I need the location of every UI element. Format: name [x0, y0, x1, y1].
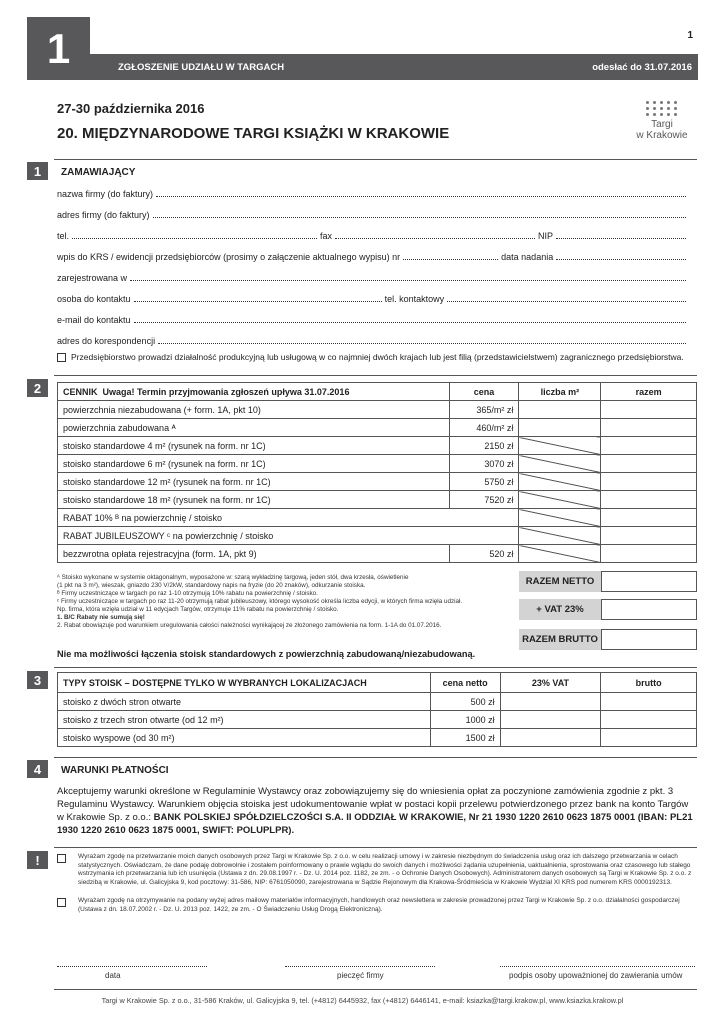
gross-input[interactable] — [601, 729, 697, 747]
stamp-label: pieczęć firmy — [337, 971, 384, 980]
consent-checkbox-1[interactable] — [57, 853, 71, 863]
label: NIP — [538, 231, 554, 241]
stand-row — [58, 729, 697, 747]
price-row-price: 520 zł — [449, 545, 519, 563]
price-row — [58, 491, 697, 509]
total-input[interactable] — [601, 437, 697, 455]
qty-crossed-cell — [519, 437, 601, 455]
stand-row-price: 500 zł — [430, 693, 500, 711]
price-row-price: 7520 zł — [449, 491, 519, 509]
fair-dates: 27-30 października 2016 — [57, 101, 205, 116]
qty-crossed-cell — [519, 491, 601, 509]
price-row-price: 460/m² zł — [449, 419, 519, 437]
price-row-price: 365/m² zł — [449, 401, 519, 419]
col-qty: liczba m² — [519, 383, 601, 401]
net-total-input[interactable] — [601, 571, 697, 592]
total-input[interactable] — [601, 473, 697, 491]
divider — [54, 847, 697, 848]
label: wpis do KRS / ewidencji przedsiębiorców (prosimy o załączenie aktualnego wypisu) nr — [57, 252, 401, 262]
price-row-name: bezzwrotna opłata rejestracyjna (form. 1A, pkt 9) — [58, 545, 450, 563]
price-row — [58, 437, 697, 455]
divider — [54, 159, 697, 160]
total-input[interactable] — [601, 491, 697, 509]
contact-field[interactable] — [57, 292, 689, 304]
col-price: cena — [449, 383, 519, 401]
qty-input[interactable] — [519, 401, 601, 419]
consent-mark: ! — [27, 851, 48, 869]
price-row — [58, 545, 697, 563]
label: tel. kontaktowy — [384, 294, 445, 304]
price-footnotes: ᴬ Stoisko wykonane w systemie oktagonalnym, wyposażone w: szarą wykładzinę targową, jeden stół, dwa krzesła, oświetlenie (1 pkt na 3 m²), wieszak, gniazdo 230 V/2kW, standardowy napis na fryzie (do 20 znaków), odkurzanie stoiska. ᴮ Firmy uczestniczące w targach po raz 1-10 otrzymują 10% rabatu na powierzchnię / stoisko. ᶜ Firmy uczestniczące w targach po raz 11-20 otrzymują rabat jubileuszowy, którego wysokość określa liczba edycji, w których firma wzięła udział. Np. firma, która wzięła udział w 11 edycjach Targów, otrzymuje 11% rabatu na powierzchnię / stoisko. 1. B/C Rabaty nie sumują się! 2. Rabat obowiązuje pod warunkiem uregulowania całości należności wynikającej ze złożonego zamówienia na form. 1-1A do 01.07.2016. — [57, 574, 463, 629]
vat-input[interactable] — [601, 599, 697, 620]
payment-terms: Akceptujemy warunki określone w Regulaminie Wystawcy oraz zobowiązujemy się do wniesienia opłat za poczynione zamówienia zgodnie z pkt. 3 Regulaminu Wystawcy. Warunkiem objęcia stoiska jest udokumentowanie wpłat w postaci kopii przelewu potwierdzonego przez bank na konto Targów w Krakowie Sp. z o.o.: BANK POLSKIEJ SPÓŁDZIELCZOŚCI S.A. II ODDZIAŁ W KRAKOWIE, Nr 21 1930 1220 2610 0623 1875 0001 (IBAN: PL21 1930 1220 2610 0623 1875 0001, SWIFT: POLUPLPR). — [57, 786, 693, 836]
form-title: ZGŁOSZENIE UDZIAŁU W TARGACH — [118, 62, 285, 73]
net-total-label: RAZEM NETTO — [519, 571, 601, 592]
no-combine-note: Nie ma możliwości łączenia stoisk standardowych z powierzchnią zabudowaną/niezabudowaną. — [57, 649, 476, 659]
section-title-4: WARUNKI PŁATNOŚCI — [61, 765, 169, 776]
qty-input[interactable] — [519, 419, 601, 437]
col-vat: 23% VAT — [500, 673, 601, 693]
company-name-field[interactable] — [57, 187, 689, 199]
logo-text-1: Targi — [651, 119, 673, 130]
price-row — [58, 455, 697, 473]
logo — [632, 101, 692, 141]
consent-checkbox-2[interactable] — [57, 897, 71, 907]
divider — [54, 375, 697, 376]
krs-field[interactable] — [57, 250, 689, 262]
col-gross: brutto — [601, 673, 697, 693]
gross-input[interactable] — [601, 693, 697, 711]
section-number-2: 2 — [27, 379, 48, 397]
price-table — [57, 382, 697, 563]
stand-row — [58, 711, 697, 729]
date-line[interactable] — [57, 966, 207, 967]
qty-crossed-cell — [519, 455, 601, 473]
consent-text-2: Wyrażam zgodę na otrzymywanie na podany wyżej adres mailowy materiałów informacyjnych, handlowych oraz newslettera w zakresie prowadzonej przez Targi w Krakowie Sp. z o.o. działalności gospodarczej (Ustawa z dn. 18.07.2002 r. - Dz. U. 2013 poz. 1422, ze zm. - O Świadczeniu Usług Drogą Elektroniczną). — [78, 897, 680, 913]
footer-contact: Targi w Krakowie Sp. z o.o., 31-586 Kraków, ul. Galicyjska 9, tel. (+4812) 6445932, fax (+4812) 6446141, e-mail: ksiazka@targi.krakow.pl, www.ksiazka.krakow.pl — [101, 996, 624, 1005]
stand-types-title: TYPY STOISK – DOSTĘPNE TYLKO W WYBRANYCH LOKALIZACJACH — [58, 673, 431, 693]
logo-text-2: w Krakowie — [636, 130, 688, 141]
foreign-label: Przedsiębiorstwo prowadzi działalność produkcyjną lub usługową w co najmniej dwóch krajach lub jest filią (przedstawicielstwem) zagranicznego przedsiębiorstwa. — [71, 352, 684, 362]
price-row-name: stoisko standardowe 18 m² (rysunek na form. nr 1C) — [58, 491, 450, 509]
date-label: data — [105, 971, 121, 980]
price-row-name: RABAT JUBILEUSZOWY ᶜ na powierzchnię / stoisko — [58, 527, 519, 545]
gross-input[interactable] — [601, 711, 697, 729]
vat-input[interactable] — [500, 693, 601, 711]
form-title-bar — [90, 54, 698, 80]
price-row — [58, 419, 697, 437]
price-row-name: powierzchnia niezabudowana (+ form. 1A, pkt 10) — [58, 401, 450, 419]
total-input[interactable] — [601, 545, 697, 563]
section-number-1: 1 — [27, 162, 48, 180]
label: nazwa firmy (do faktury) — [57, 189, 154, 199]
consent-text-1: Wyrażam zgodę na przetwarzanie moich danych osobowych przez Targi w Krakowie Sp. z o.o. w celu realizacji umowy i w zakresie niezbędnym do świadczenia usług oraz ich dalszego przetwarzania w celach statystycznych. Oświadczam, że dane podaję dobrowolnie i zostałem poinformowany o prawie wglądu do swoich danych i możliwości żądania uzupełnienia, uaktualnienia, sprostowania oraz czasowego lub stałego wstrzymania ich przetwarzania lub ich usunięcia (Ustawa z dn. 29.08.1997 r. - Dz. U. 2014 poz. 1182, ze zm. - o Ochronie Danych Osobowych). Administratorem danych osobowych są Targi w Krakowie Sp. z o.o. z siedzibą w Krakowie, ul. Galicyjska 9, kod pocztowy: 31-586, NIP: 6761050090, zarejestrowana w Sądzie Rejonowym dla Krakowa-Śródmieścia w Krakowie Wydział XI KRS pod numerem KRS 0000192313. — [78, 853, 692, 886]
price-row — [58, 509, 697, 527]
signature-label: podpis osoby upoważnionej do zawierania umów — [509, 971, 683, 980]
label: tel. — [57, 231, 70, 241]
stand-row — [58, 693, 697, 711]
section-number-4: 4 — [27, 760, 48, 778]
col-net: cena netto — [430, 673, 500, 693]
divider — [54, 757, 697, 758]
label: adres firmy (do faktury) — [57, 210, 150, 220]
qty-crossed-cell — [519, 473, 601, 491]
divider — [54, 667, 697, 668]
correspondence-field[interactable] — [57, 334, 689, 346]
registered-field[interactable] — [57, 271, 689, 283]
price-row — [58, 527, 697, 545]
label: osoba do kontaktu — [57, 294, 131, 304]
price-table-header: CENNIK Uwaga! Termin przyjmowania zgłoszeń upływa 31.07.2016 — [58, 383, 450, 401]
col-total: razem — [601, 383, 697, 401]
stand-row-name: stoisko z dwóch stron otwarte — [58, 693, 431, 711]
stand-types-table — [57, 672, 697, 747]
label: zarejestrowana w — [57, 273, 128, 283]
gross-total-input[interactable] — [601, 629, 697, 650]
total-input[interactable] — [601, 509, 697, 527]
total-input[interactable] — [601, 527, 697, 545]
page-number: 1 — [687, 30, 693, 41]
total-input[interactable] — [601, 419, 697, 437]
fair-name: 20. MIĘDZYNARODOWE TARGI KSIĄŻKI W KRAKOWIE — [57, 125, 450, 142]
email-field[interactable] — [57, 313, 689, 325]
foreign-checkbox[interactable] — [57, 353, 66, 362]
price-row — [58, 401, 697, 419]
stand-row-name: stoisko wyspowe (od 30 m²) — [58, 729, 431, 747]
form-number: 1 — [27, 17, 90, 80]
label: adres do korespondencji — [57, 336, 156, 346]
qty-crossed-cell — [519, 527, 601, 545]
phone-fax-nip-field[interactable] — [57, 229, 689, 241]
label: e-mail do kontaktu — [57, 315, 131, 325]
stamp-line[interactable] — [285, 966, 435, 967]
total-input[interactable] — [601, 401, 697, 419]
vat-input[interactable] — [500, 711, 601, 729]
price-row-name: stoisko standardowe 6 m² (rysunek na form. nr 1C) — [58, 455, 450, 473]
vat-label: + VAT 23% — [519, 599, 601, 620]
vat-input[interactable] — [500, 729, 601, 747]
stand-row-price: 1000 zł — [430, 711, 500, 729]
price-row-price: 5750 zł — [449, 473, 519, 491]
qty-crossed-cell — [519, 509, 601, 527]
logo-dots-icon — [646, 101, 678, 116]
stand-row-name: stoisko z trzech stron otwarte (od 12 m²) — [58, 711, 431, 729]
price-row-name: powierzchnia zabudowana ᴬ — [58, 419, 450, 437]
price-row-price: 2150 zł — [449, 437, 519, 455]
gross-total-label: RAZEM BRUTTO — [519, 629, 601, 650]
total-input[interactable] — [601, 455, 697, 473]
price-row-name: stoisko standardowe 12 m² (rysunek na form. nr 1C) — [58, 473, 450, 491]
price-row-name: RABAT 10% ᴮ na powierzchnię / stoisko — [58, 509, 519, 527]
qty-crossed-cell — [519, 545, 601, 563]
price-row-price: 3070 zł — [449, 455, 519, 473]
label: data nadania — [501, 252, 554, 262]
stand-row-price: 1500 zł — [430, 729, 500, 747]
signature-line[interactable] — [500, 966, 695, 967]
foreign-checkbox-row[interactable] — [57, 352, 684, 362]
label: fax — [320, 231, 333, 241]
bank-account: BANK POLSKIEJ SPÓŁDZIELCZOŚCI S.A. II ODDZIAŁ W KRAKOWIE, Nr 21 1930 1220 2610 0623 1875 0001 (IBAN: PL21 1930 1220 2610 0623 1875 0001, SWIFT: POLUPLPR). — [57, 812, 693, 836]
deadline: odesłać do 31.07.2016 — [592, 62, 692, 73]
price-row — [58, 473, 697, 491]
section-title-1: ZAMAWIAJĄCY — [61, 167, 136, 178]
company-address-field[interactable] — [57, 208, 689, 220]
section-number-3: 3 — [27, 671, 48, 689]
price-row-name: stoisko standardowe 4 m² (rysunek na form. nr 1C) — [58, 437, 450, 455]
divider — [54, 989, 697, 990]
